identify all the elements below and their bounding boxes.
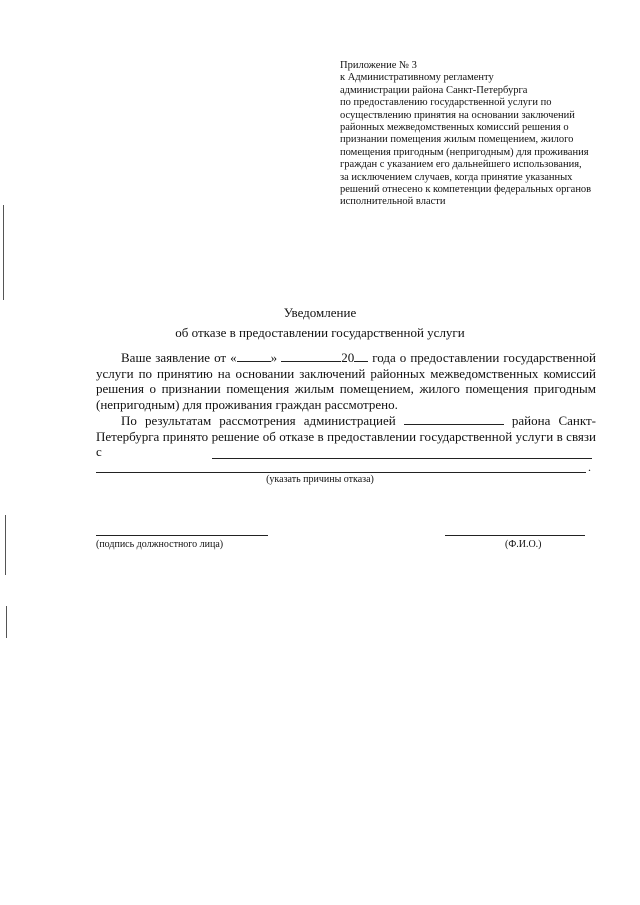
reason-line-2 [96, 472, 586, 473]
margin-mark-bottom [6, 606, 7, 638]
reason-caption: (указать причины отказа) [266, 474, 374, 485]
paragraph-decision [96, 413, 596, 460]
year-blank [354, 350, 368, 362]
p2-rest: района Санкт-Петербурга принято решение об отказе в предоставлении государственной услуги в связи с [96, 413, 596, 460]
notice-title: Уведомление [283, 305, 357, 320]
p1-rest: года о предоставлении государственной услуги по принятию на основании заключений районных межведомственных комиссий решения о признании помещения жилым помещением, жилого помещения пригодным (непригодным) для проживания граждан рассмотрено. [96, 350, 597, 412]
reason-period: . [588, 460, 591, 474]
signature-line [96, 535, 268, 536]
signature-caption: (подпись должностного лица) [96, 539, 224, 550]
margin-mark-middle [5, 515, 6, 575]
paragraph-application [96, 350, 596, 412]
p2-start: По результатам рассмотрения администрацией [121, 413, 396, 428]
notice-subtitle: об отказе в предоставлении государственной услуги [175, 325, 465, 340]
month-blank [281, 350, 341, 362]
p1-quote: » [270, 350, 278, 365]
day-blank [237, 350, 271, 362]
p1-year: 20 [341, 350, 355, 365]
fio-caption: (Ф.И.О.) [505, 539, 542, 550]
fio-line [445, 535, 585, 536]
margin-mark-top [3, 205, 4, 300]
p1-start: Ваше заявление от « [121, 350, 237, 365]
reason-line-1 [212, 458, 592, 459]
administration-blank [404, 413, 504, 425]
annex-header: Приложение № 3 к Административному регламенту администрации района Санкт-Петербурга по предоставлению государственной услуги по осуществлению принятия на основании заключений районных межведомственных комиссий решения о признании помещения жилым помещением, жилого помещения пригодным (непригодным) для проживания граждан с указанием его дальнейшего использования, за исключением случаев, когда принятие указанных решений отнесено к компетенции федеральных органов исполнительной власти [340, 60, 592, 208]
